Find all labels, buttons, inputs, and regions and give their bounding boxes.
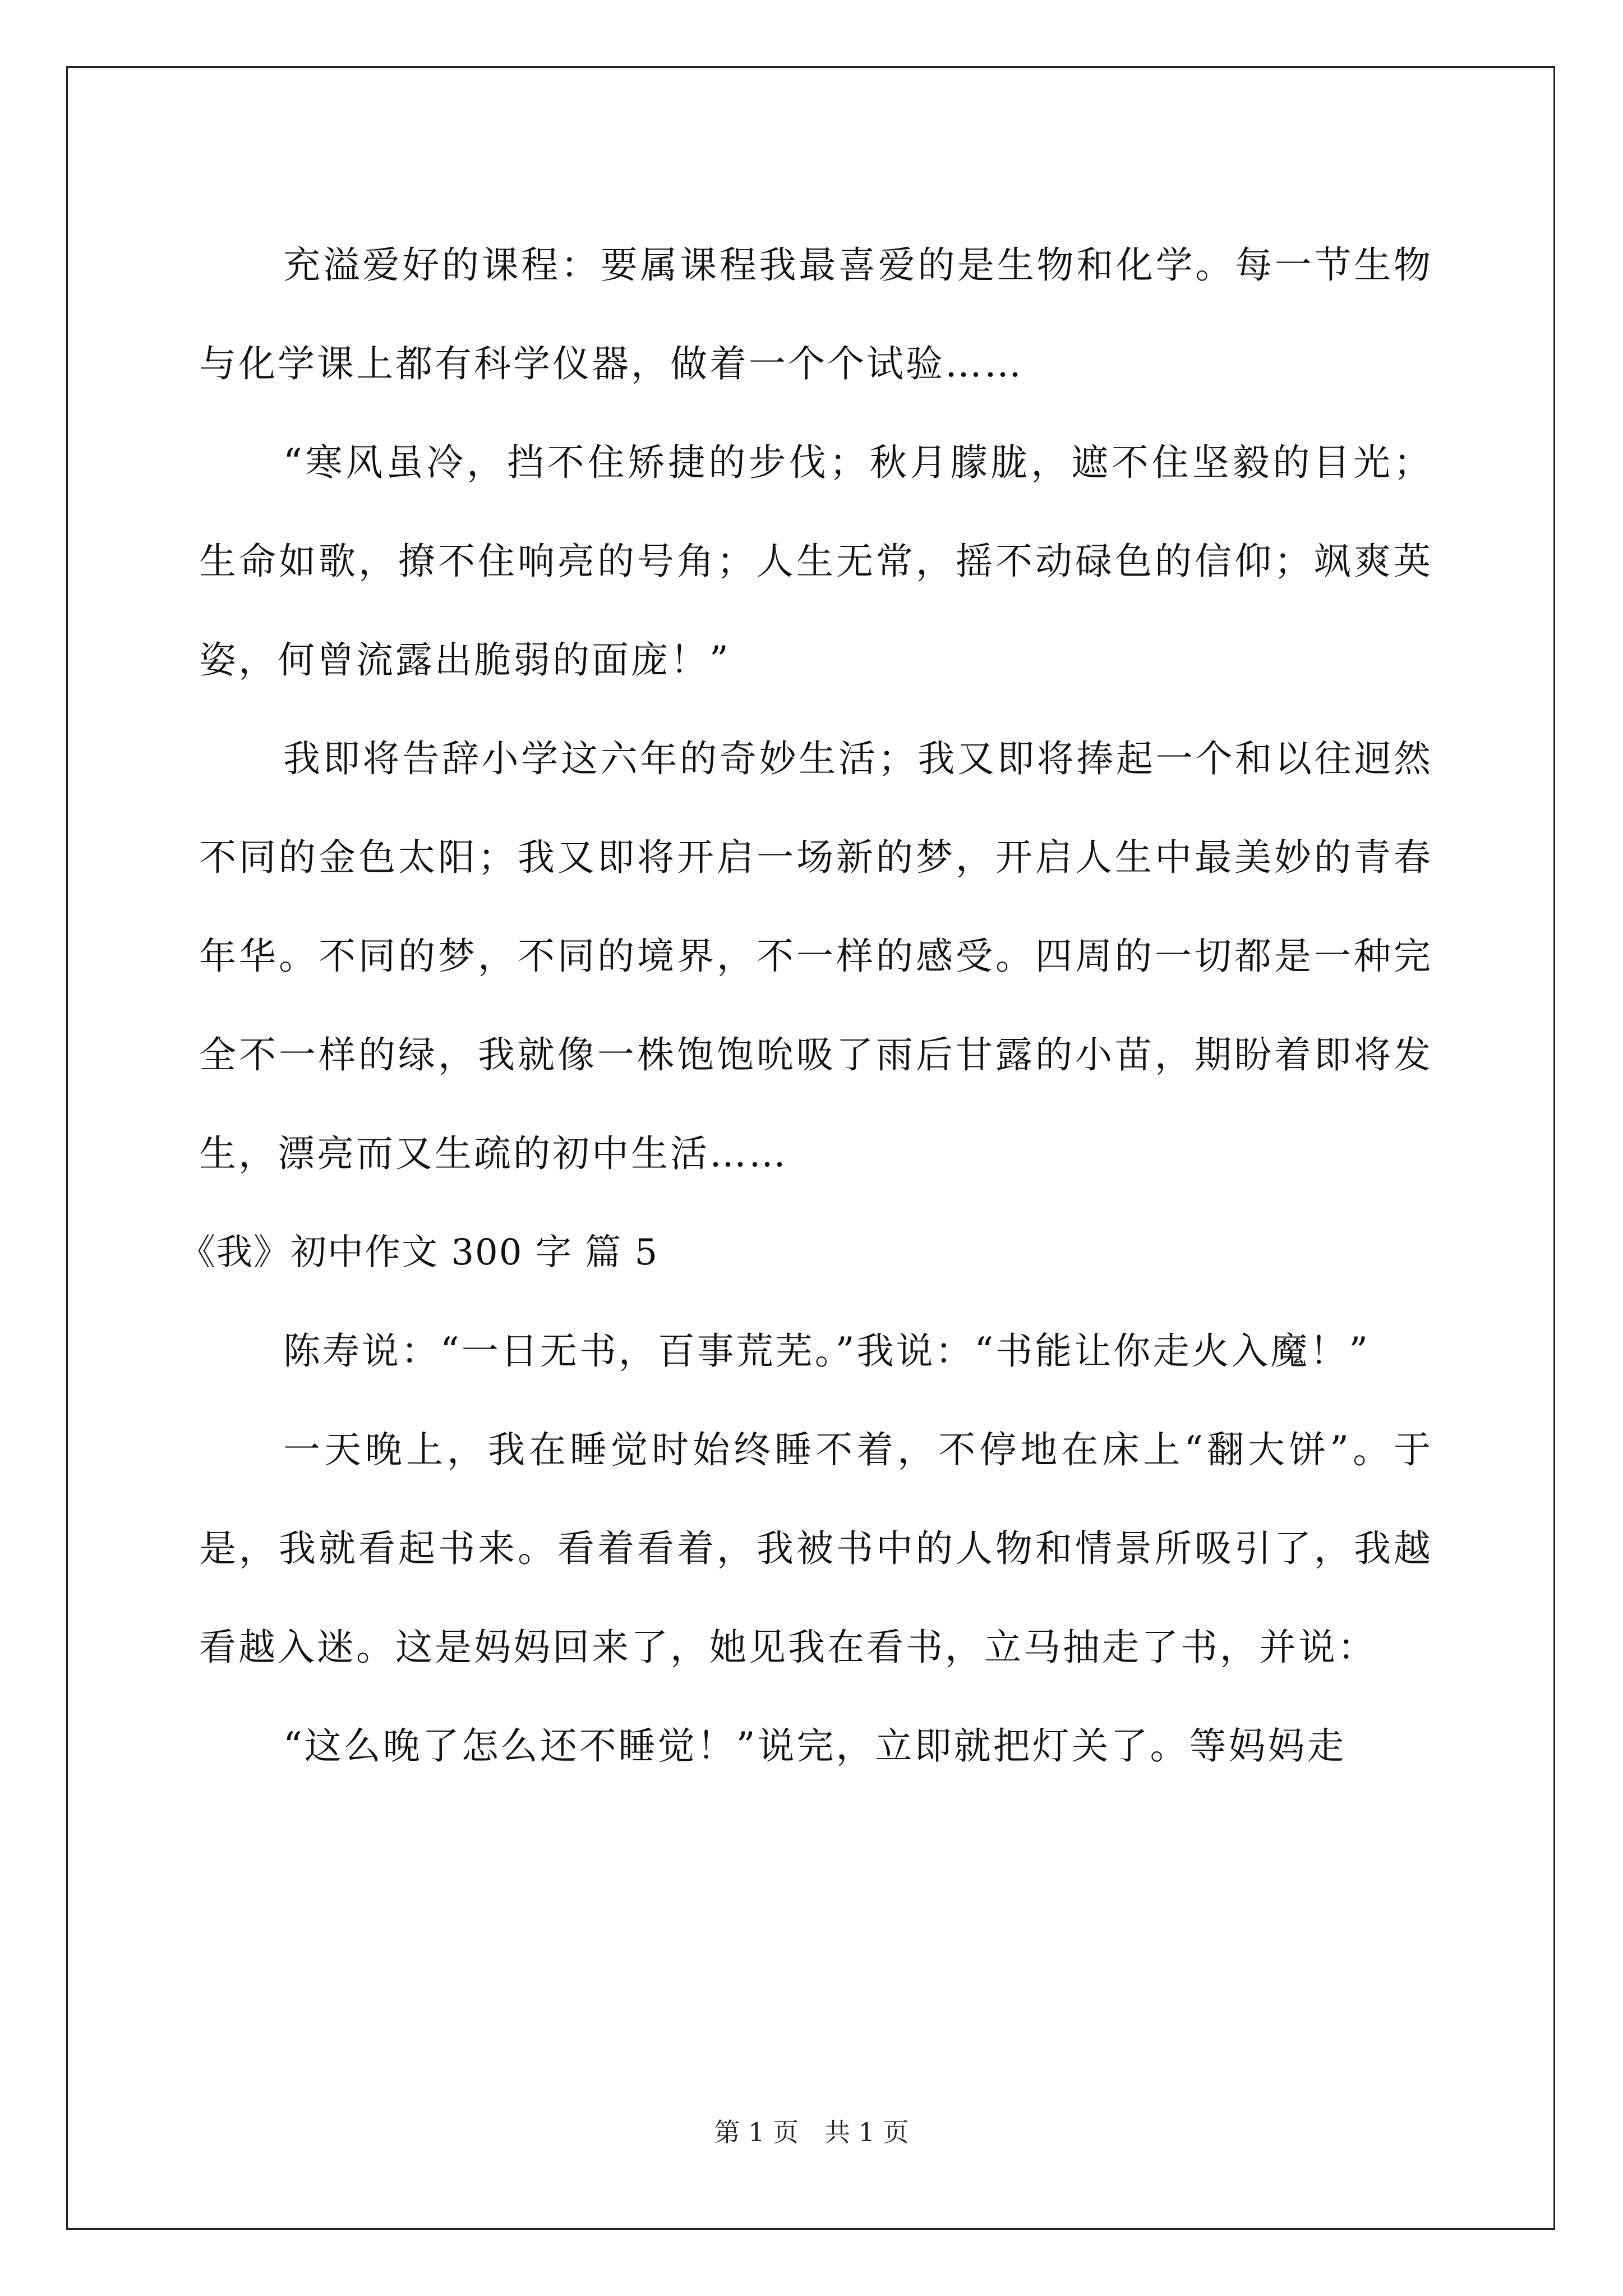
paragraph: “寒风虽冷，挡不住矫捷的步伐；秋月朦胧，遮不住坚毅的目光；生命如歌，撩不住响亮的号角；人生无常，摇不动碌色的信仰；飒爽英姿，何曾流露出脆弱的面庞！”: [199, 441, 1433, 682]
paragraph: 一天晚上，我在睡觉时始终睡不着，不停地在床上“翻大饼”。于是，我就看起书来。看着看着，我被书中的人物和情景所吸引了，我越看越入迷。这是妈妈回来了，她见我在看书，立马抽走了书，并说：: [199, 1428, 1433, 1669]
paragraph: 充溢爱好的课程：要属课程我最喜爱的是生物和化学。每一节生物与化学课上都有科学仪器，做着一个个试验……: [199, 243, 1433, 385]
document-body: [179, 216, 1433, 1796]
paragraph: 陈寿说：“一日无书，百事荒芜。”我说：“书能让你走火入魔！”: [283, 1329, 1370, 1373]
paragraph: “这么晚了怎么还不睡觉！”说完，立即就把灯关了。等妈妈走: [283, 1724, 1347, 1768]
page-footer: 第 1 页 共 1 页: [714, 2117, 909, 2147]
paragraph: 我即将告辞小学这六年的奇妙生活；我又即将捧起一个和以往迥然不同的金色太阳；我又即将开启一场新的梦，开启人生中最美妙的青春年华。不同的梦，不同的境界，不一样的感受。四周的一切都是一种完全不一样的绿，我就像一株饱饱吮吸了雨后甘露的小苗，期盼着即将发生，漂亮而又生疏的初中生活……: [199, 737, 1433, 1175]
section-heading: 《我》初中作文 300 字 篇 5: [179, 1232, 659, 1273]
